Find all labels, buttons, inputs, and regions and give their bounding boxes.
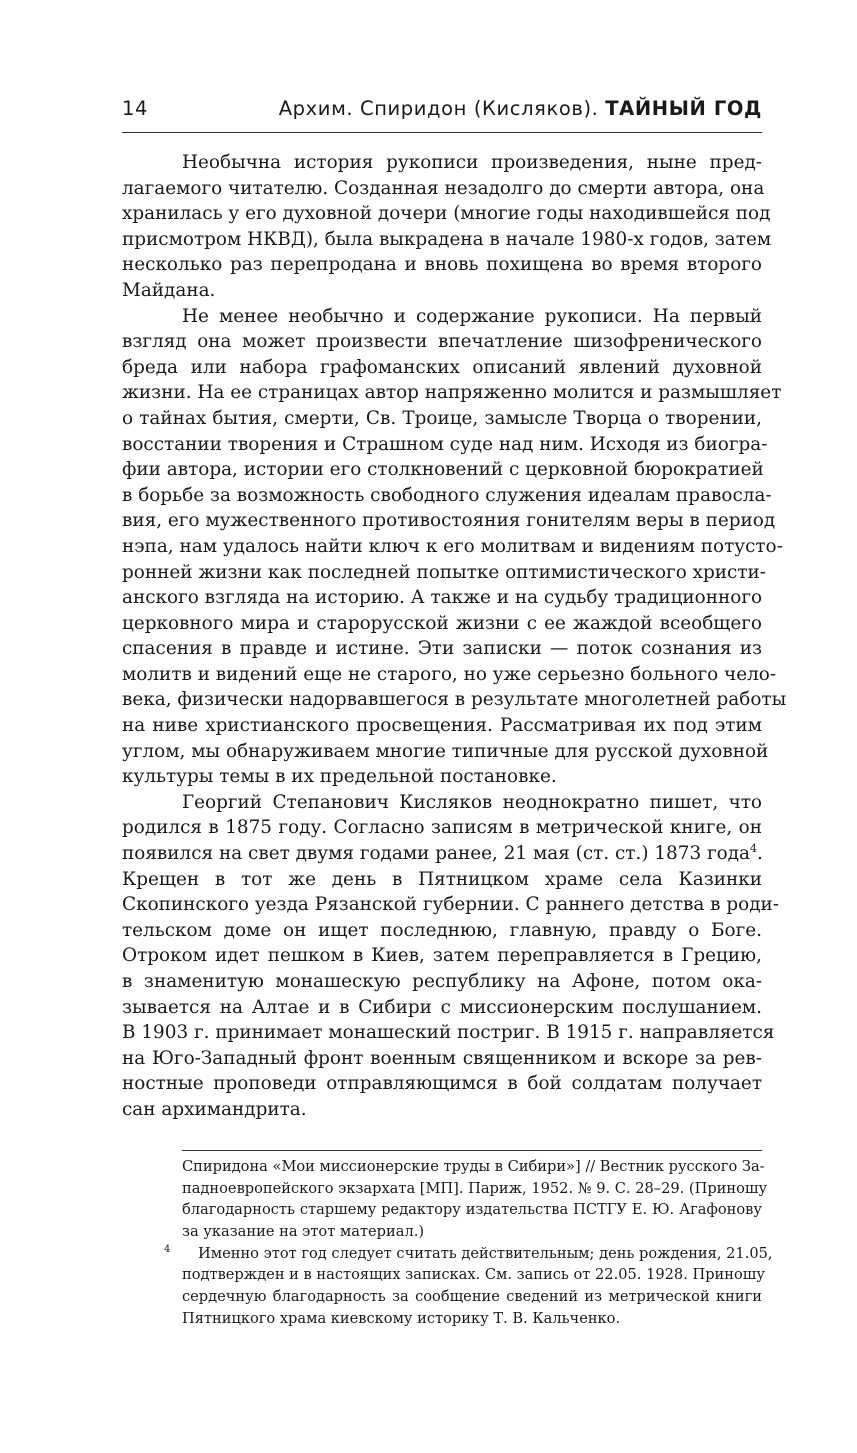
text-line: в борьбе за возможность свободного служения идеалам правосла-: [122, 484, 772, 506]
text-line-with-footnote: [122, 841, 762, 867]
text-line: в знаменитую монашескую республику на Афоне, потом ока-: [122, 971, 762, 992]
footnote-ref-4[interactable]: 4: [750, 842, 757, 856]
text-line: хранилась у его духовной дочери (многие годы находившейся под: [122, 203, 771, 225]
text-line: нэпа, нам удалось найти ключ к его молитвам и видениям потусто-: [122, 535, 783, 557]
text-line: ностные проповеди отправляющимся в бой солдатам получает: [122, 1073, 762, 1095]
text-line: взгляд она может произвести впечатление шизофренического: [122, 331, 762, 353]
footnote-line: Именно этот год следует считать действительным; день рождения, 21.05,: [198, 1244, 773, 1262]
text-line: фии автора, истории его столкновений с церковной бюрократией: [122, 459, 764, 481]
text-line: Майдана.: [122, 279, 216, 301]
text-line: спасения в правде и истине. Эти записки — поток сознания из: [122, 638, 762, 660]
text-line: Отроком идет пешком в Киев, затем переправляется в Грецию,: [122, 945, 762, 967]
header-rule: [122, 132, 762, 133]
text-line: Крещен в тот же день в Пятницком храме села Казинки: [122, 868, 762, 890]
text-line: несколько раз перепродана и вновь похищена во время второго: [122, 254, 762, 276]
text-line: о тайнах бытия, смерти, Св. Троице, замысле Творца о творении,: [122, 407, 762, 429]
text-line: ронней жизни как последней попытке оптимистического христи-: [122, 561, 766, 583]
text-line: тельском доме он ищет последнюю, главную, правду о Боге.: [122, 919, 762, 941]
paragraph-2: [122, 304, 787, 790]
text-line: присмотром НКВД), была выкрадена в начале 1980-х годов, затем: [122, 228, 772, 250]
footnote-line: сердечную благодарность за сообщение сведений из метрической книги: [182, 1288, 762, 1306]
paragraph-3: [122, 790, 780, 1123]
book-title: ТАЙНЫЙ ГОД: [605, 97, 762, 120]
text-line: лагаемого читателю. Созданная незадолго до смерти автора, она: [122, 177, 765, 199]
text-line: Необычна история рукописи произведения, ныне пред-: [182, 152, 762, 173]
text-line: Георгий Степанович Кисляков неоднократно пишет, что: [182, 791, 762, 813]
text-line: бреда или набора графоманских описаний явлений духовной: [122, 356, 762, 378]
text-line: на ниве христианского просвещения. Рассматривая их под этим: [122, 715, 762, 737]
text-line: Не менее необычно и содержание рукописи. На первый: [182, 305, 762, 327]
running-author: Архим. Спиридон (Кисляков).: [278, 97, 606, 120]
text-line: В 1903 г. принимает монашеский постриг. В 1915 г. направляется: [122, 1022, 775, 1044]
footnote-line: за указание на этот материал.): [182, 1223, 425, 1241]
footnote-mark: 4: [164, 1243, 171, 1255]
text-line: углом, мы обнаруживаем многие типичные для русской духовной: [122, 740, 769, 762]
main-text: [122, 150, 787, 1123]
text-line: века, физически надорвавшегося в результате многолетней работы: [122, 689, 787, 711]
text-line: зывается на Алтае и в Сибири с миссионерским послушанием.: [122, 996, 762, 1018]
text-line: на Юго-Западный фронт военным священником и вскоре за рев-: [122, 1047, 762, 1069]
running-title: [279, 97, 762, 120]
footnote-separator: [182, 1150, 762, 1151]
footnote-line: падноевропейского экзархата [МП]. Париж, 1952. № 9. С. 28–29. (Приношу: [182, 1179, 768, 1197]
footnote-continued: [182, 1156, 768, 1243]
footnote-4: [164, 1243, 773, 1330]
text-line: анского взгляда на историю. А также и на судьбу традиционного: [122, 587, 763, 609]
text-line: жизни. На ее страницах автор напряженно молится и размышляет: [122, 382, 782, 404]
text-segment: появился на свет двумя годами ранее, 21 мая (ст. ст.) 1873 года: [122, 843, 750, 865]
text-line: Скопинского уезда Рязанской губернии. С раннего детства в роди-: [122, 894, 780, 916]
footnote-line: подтвержден и в настоящих записках. См. запись от 22.05. 1928. Приношу: [182, 1266, 765, 1284]
text-line: восстании творения и Страшном суде над ним. Исходя из биогра-: [122, 433, 768, 455]
text-line: родился в 1875 году. Согласно записям в метрической книге, он: [122, 817, 762, 839]
text-segment: .: [757, 843, 763, 865]
footnote-line: Спиридона «Мои миссионерские труды в Сибири»] // Вестник русского За-: [182, 1158, 765, 1175]
text-line: сан архимандрита.: [122, 1098, 307, 1120]
text-line: культуры темы в их предельной постановке.: [122, 766, 557, 788]
page-number: 14: [122, 97, 149, 120]
text-line: вия, его мужественного противостояния гонителям веры в период: [122, 510, 776, 532]
text-line: церковного мира и старорусской жизни с ее жаждой всеобщего: [122, 612, 762, 634]
footnotes: [164, 1156, 773, 1330]
paragraph-1: [122, 150, 772, 304]
text-line: молитв и видений еще не старого, но уже серьезно больного чело-: [122, 663, 777, 685]
running-header: [122, 97, 762, 127]
footnote-line: благодарность старшему редактору издательства ПСТГУ Е. Ю. Агафонову: [182, 1201, 762, 1219]
footnote-line: Пятницкого храма киевскому историку Т. В. Кальченко.: [182, 1309, 621, 1327]
